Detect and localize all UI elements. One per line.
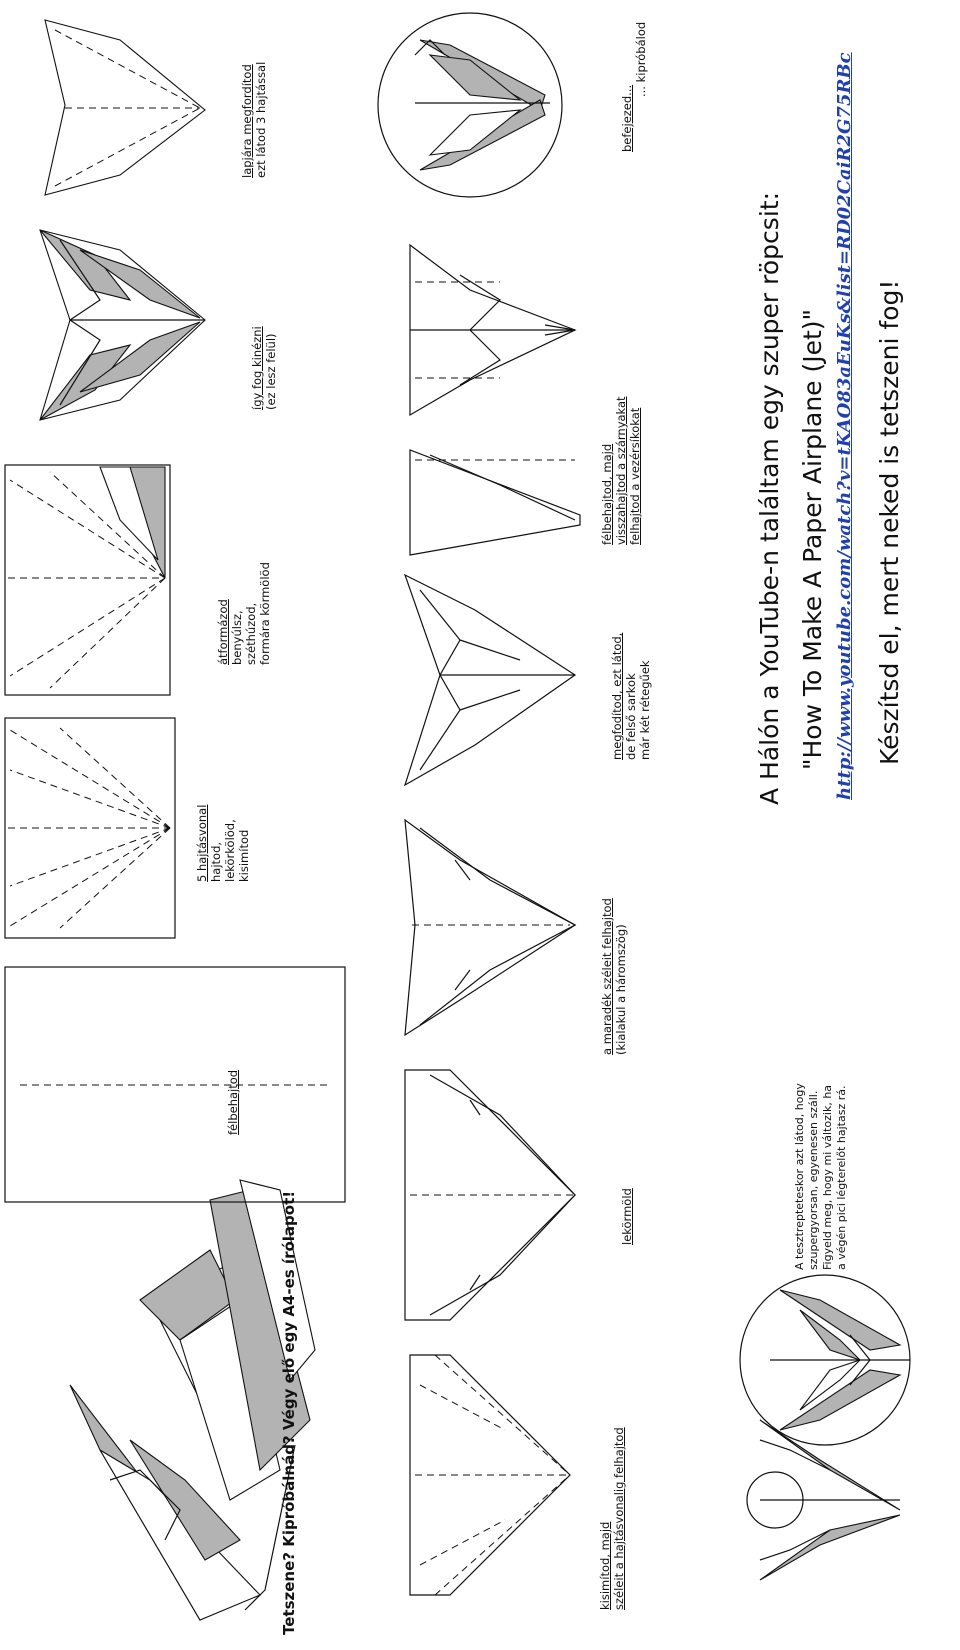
step-2-line-2: hajtod, [209, 841, 223, 882]
step-4-line-2: (ez lesz felül) [264, 333, 278, 410]
step-2-line-4: kisimítod [237, 829, 251, 882]
step-3-line-3: széthúzod, [244, 602, 258, 665]
header-line-3: Készítsd el, mert neked is tetszeni fog! [875, 279, 904, 765]
step-5-line-1: lapjára megfordítod [240, 64, 254, 178]
step-8-line-1: a maradék széleit felhajtod [600, 898, 614, 1055]
step-8-caption [600, 898, 628, 1055]
step-4-line-1: így fog kinézni [250, 326, 264, 410]
step-10-drawing [410, 450, 580, 555]
step-3-line-2: benyúlsz, [230, 610, 244, 665]
step-6-caption [598, 1427, 626, 1610]
plane-icon-bottom [747, 1420, 900, 1580]
step-11-line-1: befejezed... [620, 84, 634, 152]
youtube-link[interactable]: http://www.youtube.com/watch?v=tKAO83aEuKs&list=RD02CaiR2G75RBc [834, 52, 855, 800]
test-flight-tip [793, 1083, 849, 1270]
step-1-drawing [5, 967, 345, 1202]
step-1-line-1: félbehajtod [226, 1069, 240, 1135]
step-4-drawing [40, 230, 205, 420]
step-2-drawing [5, 718, 175, 938]
step-6-line-1: kisimítod, majd [598, 1521, 612, 1610]
intro-line2: Végy elő egy A4-es írólapot! [280, 1190, 298, 1431]
step-6-drawing [410, 1355, 570, 1595]
step-4-caption [250, 326, 278, 410]
step-3-line-1: átformázod [216, 599, 230, 665]
step-8-drawing [405, 820, 575, 1035]
step-9-line-3: már két rétegűek [638, 660, 652, 760]
intro-text [278, 1191, 300, 1635]
step-7-caption [620, 1188, 634, 1245]
step-6-line-2: széleit a hajtásvonalig felhajtod [612, 1427, 626, 1610]
step-11-caption [620, 22, 648, 152]
step-10-line-3: felhajtod a vezérsíkokat [628, 407, 642, 545]
intro-line1: Tetszene? Kipróbálnád? [280, 1435, 298, 1635]
step-3-drawing [5, 465, 170, 695]
step-3-caption [216, 562, 272, 665]
step-2-line-3: lekörkölöd, [223, 819, 237, 882]
step-11-drawing [410, 245, 575, 415]
header-video-title: "How To Make A Paper Airplane (Jet)" [798, 308, 827, 770]
step-7-line-1: lekörmöld [620, 1188, 634, 1245]
step-9-caption [610, 633, 652, 760]
tip-line-3: Figyeld meg, hogy mi változik, ha [821, 1084, 834, 1270]
step-3-line-4: formára körmölöd [258, 562, 272, 665]
plane-detail-circle-top [378, 13, 562, 197]
tip-line-2: szupergyorsan, egyenesen száll. [807, 1090, 820, 1270]
step-8-line-2: (kialakul a háromszög) [614, 924, 628, 1055]
tip-line-1: A tesztrepteteskor azt látod, hogy [793, 1083, 806, 1270]
step-7-drawing [405, 1070, 575, 1320]
step-5-caption [240, 62, 268, 178]
plane-detail-circle-bottom [740, 1275, 910, 1445]
header-line-1: A Hálón a YouTube-n találtam egy szuper röpcsit: [755, 192, 784, 805]
step-1-caption [226, 1070, 240, 1135]
step-10-line-1: félbehajtod, majd [600, 443, 614, 545]
step-2-line-1: 5 hajtásvonal [195, 804, 209, 882]
tip-line-4: a végén pici légterelőt hajtasz rá. [835, 1085, 848, 1270]
step-5-drawing [45, 20, 205, 195]
step-5-line-2: ezt látod 3 hajtással [254, 61, 268, 178]
step-10-line-2: visszahajtod a szárnyakat [614, 396, 628, 545]
step-10-caption [600, 396, 642, 545]
step-2-caption [195, 805, 251, 882]
step-9-line-1: megfodítod, ezt látod, [610, 632, 624, 760]
step-9-drawing [405, 575, 575, 785]
step-9-line-2: de felső sarkok [624, 673, 638, 760]
step-11-line-2: ... kipróbálod [634, 21, 648, 97]
